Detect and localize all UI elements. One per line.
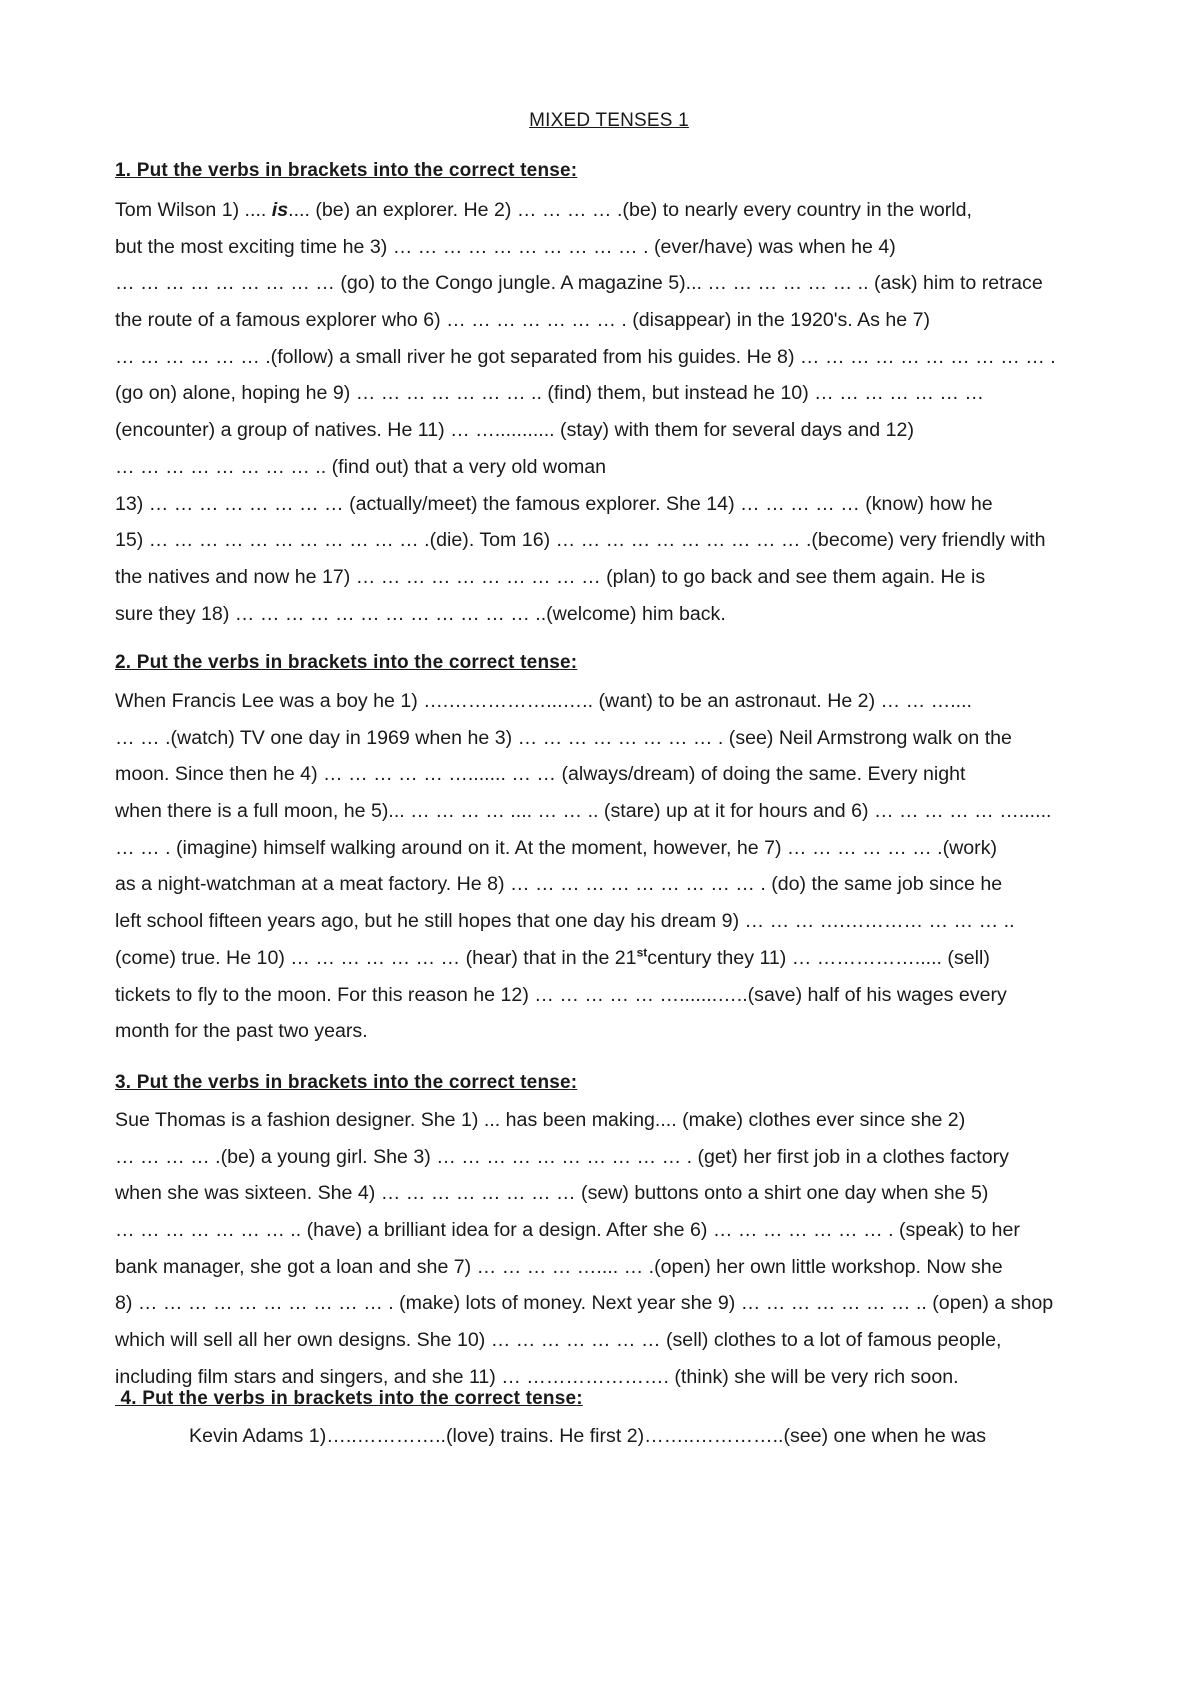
section-2-paragraph [115,683,1105,1050]
text-line: including film stars and singers, and she 11) … …………………. (think) she will be very rich soon. [115,1365,959,1388]
text-line: … … .(watch) TV one day in 1969 when he 3) … … … … … … … … . (see) Neil Armstrong walk on the [115,726,1012,749]
text-line: the route of a famous explorer who 6) … … … … … … … . (disappear) in the 1920's. As he 7) [115,309,931,332]
text-line: (encounter) a group of natives. He 11) … …........... (stay) with them for several days and 12) [115,419,914,442]
section-3-heading: 3. Put the verbs in brackets into the correct tense: [115,1072,578,1093]
section-2-heading: 2. Put the verbs in brackets into the correct tense: [115,652,578,673]
text-line: when she was sixteen. She 4) … … … … … … … … (sew) buttons onto a shirt one day when she 5) [115,1182,989,1205]
text-line: … … … … … … … … .. (find out) that a very old woman [115,455,607,478]
text-line: moon. Since then he 4) … … … … … …....... … … (always/dream) of doing the same. Every night [115,763,966,786]
section-1-paragraph [115,192,1105,632]
text-line: which will sell all her own designs. She 10) … … … … … … … (sell) clothes to a lot of famous people, [115,1329,1002,1352]
text-line: … … … … … … … .. (have) a brilliant idea for a design. After she 6) … … … … … … … . (speak) to her [115,1219,1020,1242]
text-line: … … … … … … .(follow) a small river he got separated from his guides. He 8) … … … … … … … … … … . [115,345,1056,368]
text-line: Kevin Adams 1)…..…………..(love) trains. He first 2)……..…………..(see) one when he was [189,1425,987,1447]
text-line: as a night-watchman at a meat factory. He 8) … … … … … … … … … … . (do) the same job since he [115,873,1003,896]
page-title: MIXED TENSES 1 [529,110,689,131]
section-3-paragraph [115,1102,1105,1396]
ordinal-suffix: st [636,945,648,960]
text-line: (go on) alone, hoping he 9) … … … … … … … .. (find) them, but instead he 10) … … … … … … … [115,382,984,405]
text-line: month for the past two years. [115,1020,368,1043]
text-line: … … … … .(be) a young girl. She 3) … … … … … … … … … … . (get) her first job in a clothes factory [115,1145,1009,1168]
text-fragment: (come) true. He 10) … … … … … … … (hear) that in the 21 [115,946,637,969]
text-fragment: Tom Wilson 1) .... [115,199,272,221]
text-line: sure they 18) … … … … … … … … … … … … ..(welcome) him back. [115,602,726,625]
text-line: When Francis Lee was a boy he 1) ….……………...….. (want) to be an astronaut. He 2) … … ….... [115,690,972,712]
text-line: 15) … … … … … … … … … … … .(die). Tom 16) … … … … … … … … … … .(become) very friendly with [115,529,1046,552]
section-4-paragraph [189,1418,1179,1455]
text-fragment: century they 11) … ……………..... (sell) [647,946,990,969]
text-line: … … . (imagine) himself walking around on it. At the moment, however, he 7) … … … … … … .(work) [115,836,998,859]
text-line: the natives and now he 17) … … … … … … … … … … (plan) to go back and see them again. He is [115,565,986,588]
text-line: bank manager, she got a loan and she 7) … … … … ….... … .(open) her own little workshop. Now she [115,1255,1003,1278]
text-line [115,940,1105,977]
text-fragment: .... (be) an explorer. He 2) … … … … .(be) to nearly every country in the world, [288,199,972,221]
example-answer: is [271,199,289,221]
section-1-heading: 1. Put the verbs in brackets into the correct tense: [115,160,578,181]
text-line [115,192,1105,229]
text-line: when there is a full moon, he 5)... … … … … .... … … .. (stare) up at it for hours and 6) … … … … … …...... [115,800,1052,823]
section-4-heading: 4. Put the verbs in brackets into the correct tense: [120,1388,583,1409]
text-line: but the most exciting time he 3) … … … … … … … … … … . (ever/have) was when he 4) [115,235,896,258]
text-line: … … … … … … … … … (go) to the Congo jungle. A magazine 5)... … … … … … … .. (ask) him to retrace [115,272,1043,295]
text-line: 13) … … … … … … … … (actually/meet) the famous explorer. She 14) … … … … … (know) how he [115,492,993,515]
text-line: tickets to fly to the moon. For this reason he 12) … … … … … ….......…..(save) half of his wages every [115,983,1007,1006]
text-line: left school fifteen years ago, but he still hopes that one day his dream 9) … … … ….………… … … … .. [115,910,1015,933]
text-line: 8) … … … … … … … … … … . (make) lots of money. Next year she 9) … … … … … … … .. (open) a shop [115,1292,1054,1315]
text-line: Sue Thomas is a fashion designer. She 1) ... has been making.... (make) clothes ever since she 2) [115,1109,966,1131]
